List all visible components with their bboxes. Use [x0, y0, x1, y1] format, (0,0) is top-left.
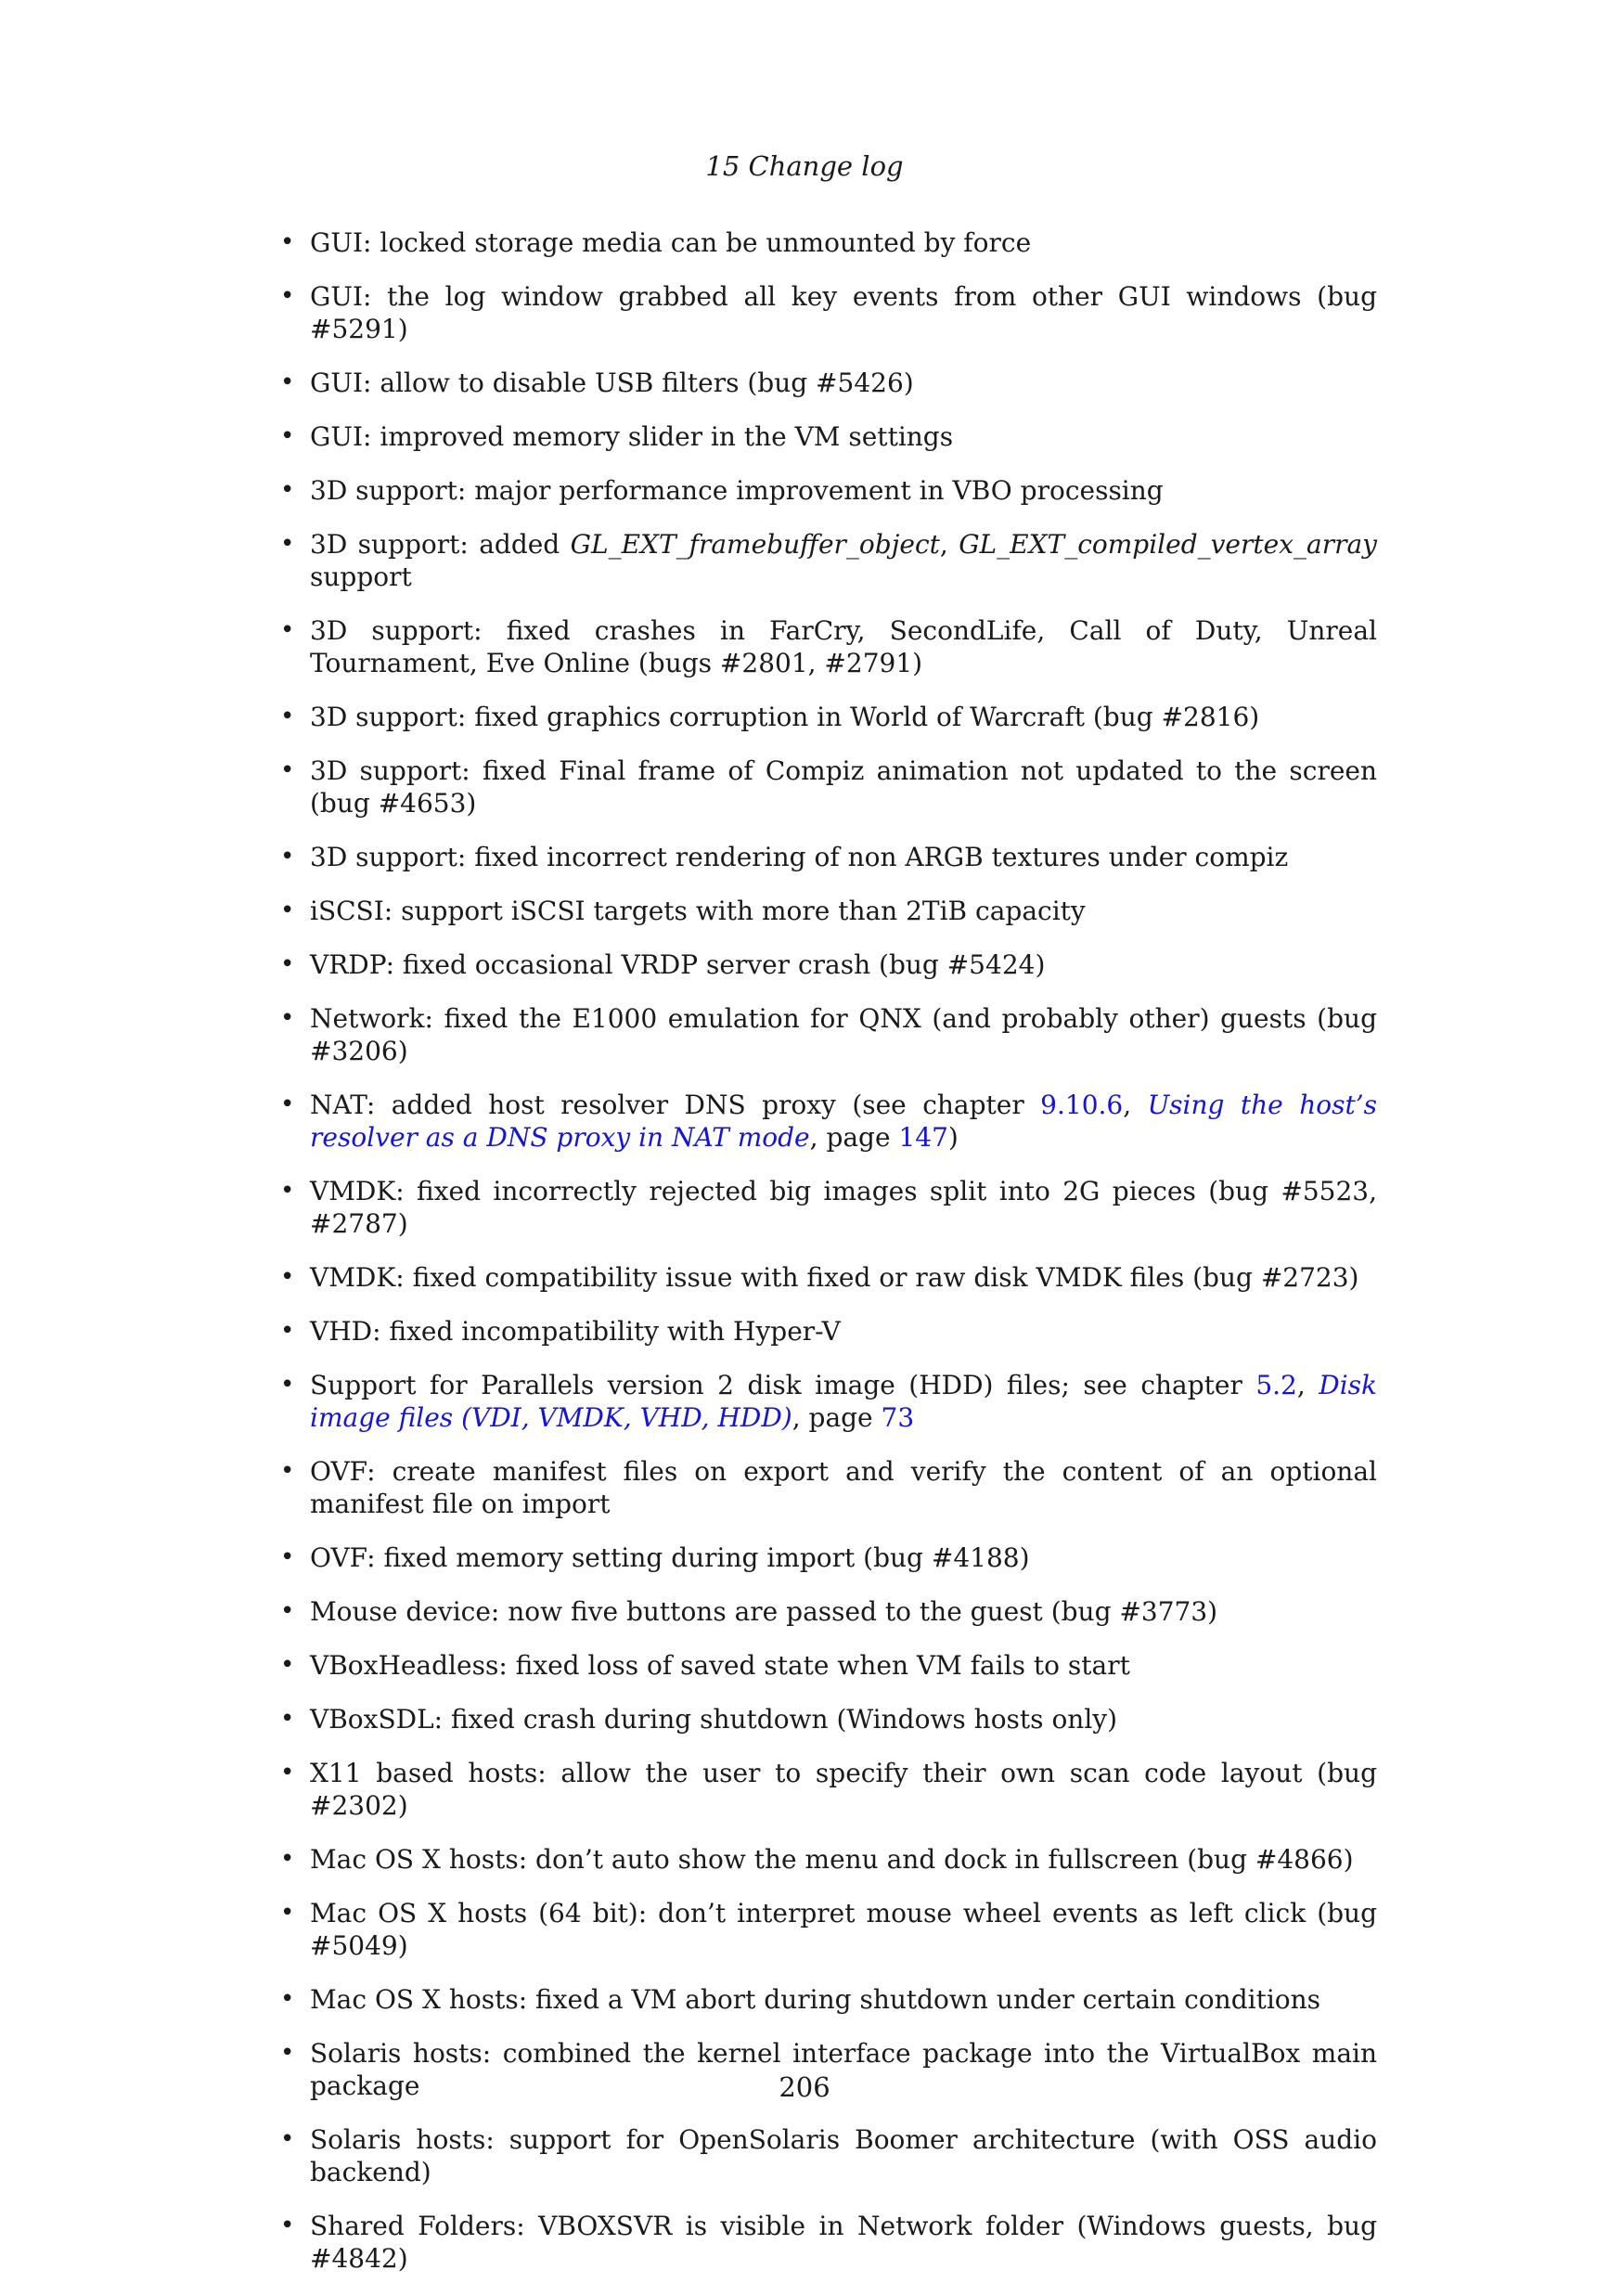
bullet-icon: •	[280, 228, 295, 256]
bullet-icon: •	[280, 2039, 295, 2067]
item-text: iSCSI: support iSCSI targets with more than 2TiB capacity	[310, 896, 1086, 926]
item-text: NAT: added host resolver DNS proxy (see chapter	[310, 1090, 1041, 1120]
cross-reference-link[interactable]: 9.10.6	[1040, 1090, 1124, 1120]
cross-reference-link[interactable]: 5.2	[1255, 1370, 1297, 1400]
change-log-item	[280, 948, 1377, 981]
bullet-icon: •	[280, 2212, 295, 2239]
change-log-item	[280, 1541, 1377, 1574]
bullet-icon: •	[280, 1004, 295, 1032]
bullet-icon: •	[280, 282, 295, 310]
change-log-item	[280, 226, 1377, 259]
item-text: OVF: fixed memory setting during import (bug #4188)	[310, 1542, 1030, 1573]
bullet-icon: •	[280, 950, 295, 978]
emphasis-text: GL_EXT_compiled_vertex_array	[959, 529, 1377, 560]
item-text: 3D support: fixed Final frame of Compiz animation not updated to the screen (bug #4653)	[310, 755, 1377, 819]
item-text: support	[310, 561, 412, 592]
change-log-list	[280, 226, 1377, 2296]
bullet-icon: •	[280, 368, 295, 396]
bullet-icon: •	[280, 1177, 295, 1205]
change-log-item	[280, 1175, 1377, 1240]
item-text: Mouse device: now five buttons are passed to the guest (bug #3773)	[310, 1596, 1218, 1627]
change-log-item	[280, 1843, 1377, 1876]
bullet-icon: •	[280, 422, 295, 450]
item-text: GUI: the log window grabbed all key events from other GUI windows (bug #5291)	[310, 281, 1377, 344]
bullet-icon: •	[280, 896, 295, 924]
item-text: , page	[809, 1122, 899, 1153]
item-text: ,	[939, 529, 959, 560]
change-log-item	[280, 1897, 1377, 1962]
bullet-icon: •	[280, 703, 295, 730]
bullet-icon: •	[280, 1705, 295, 1733]
item-text: OVF: create manifest files on export and verify the content of an optional manifest file on import	[310, 1456, 1377, 1519]
item-text: Mac OS X hosts (64 bit): don’t interpret mouse wheel events as left click (bug #5049)	[310, 1898, 1377, 1961]
bullet-icon: •	[280, 1263, 295, 1291]
bullet-icon: •	[280, 1985, 295, 2013]
change-log-item	[280, 1089, 1377, 1154]
bullet-icon: •	[280, 1543, 295, 1571]
change-log-item	[280, 474, 1377, 507]
bullet-icon: •	[280, 476, 295, 504]
bullet-icon: •	[280, 616, 295, 644]
cross-reference-title-link[interactable]: Disk image files (VDI, VMDK, VHD, HDD)	[310, 1370, 1377, 1433]
item-text: Solaris hosts: combined the kernel interface package into the VirtualBox main package	[310, 2038, 1377, 2101]
item-text: GUI: improved memory slider in the VM settings	[310, 421, 954, 452]
change-log-item	[280, 1002, 1377, 1067]
item-text: GUI: locked storage media can be unmounted by force	[310, 227, 1032, 258]
cross-reference-title-link[interactable]: Using the host’s resolver as a DNS proxy in NAT mode	[310, 1090, 1377, 1153]
bullet-icon: •	[280, 1090, 295, 1118]
item-text: VBoxHeadless: fixed loss of saved state when VM fails to start	[310, 1650, 1130, 1681]
item-text: , page	[792, 1402, 882, 1433]
item-text: 3D support: fixed crashes in FarCry, SecondLife, Call of Duty, Unreal Tournament, Eve Online (bugs #2801, #2791)	[310, 615, 1377, 678]
item-text: Mac OS X hosts: fixed a VM abort during shutdown under certain conditions	[310, 1984, 1321, 2015]
change-log-item	[280, 614, 1377, 679]
item-text: 3D support: fixed incorrect rendering of non ARGB textures under compiz	[310, 842, 1289, 872]
change-log-item	[280, 420, 1377, 453]
item-text: X11 based hosts: allow the user to specify their own scan code layout (bug #2302)	[310, 1758, 1377, 1821]
bullet-icon: •	[280, 530, 295, 558]
item-text: ,	[1123, 1090, 1148, 1120]
change-log-item	[280, 367, 1377, 399]
emphasis-text: GL_EXT_framebuffer_object	[570, 529, 940, 560]
change-log-item	[280, 1369, 1377, 1434]
change-log-item	[280, 1649, 1377, 1682]
change-log-item	[280, 841, 1377, 873]
item-text: Shared Folders: VBOXSVR is visible in Network folder (Windows guests, bug #4842)	[310, 2211, 1377, 2274]
change-log-item	[280, 280, 1377, 345]
running-header: 15 Change log	[705, 150, 904, 182]
change-log-item	[280, 755, 1377, 819]
item-text: 3D support: fixed graphics corruption in World of Warcraft (bug #2816)	[310, 702, 1260, 732]
cross-reference-link[interactable]: 73	[881, 1402, 915, 1433]
item-text: 3D support: added	[310, 529, 571, 560]
item-text: )	[947, 1122, 959, 1153]
change-log-item	[280, 2123, 1377, 2188]
bullet-icon: •	[280, 843, 295, 871]
item-text: VHD: fixed incompatibility with Hyper-V	[310, 1316, 841, 1347]
bullet-icon: •	[280, 1845, 295, 1873]
item-text: Mac OS X hosts: don’t auto show the menu and dock in fullscreen (bug #4866)	[310, 1844, 1354, 1875]
change-log-item	[280, 528, 1377, 593]
change-log-item	[280, 1261, 1377, 1294]
bullet-icon: •	[280, 1317, 295, 1345]
bullet-icon: •	[280, 1759, 295, 1786]
change-log-item	[280, 1595, 1377, 1628]
item-text: VBoxSDL: fixed crash during shutdown (Windows hosts only)	[310, 1704, 1118, 1735]
bullet-icon: •	[280, 2125, 295, 2153]
change-log-item	[280, 2210, 1377, 2275]
bullet-icon: •	[280, 1597, 295, 1625]
change-log-item	[280, 1315, 1377, 1348]
change-log-item	[280, 1455, 1377, 1520]
change-log-item	[280, 701, 1377, 733]
item-text: ,	[1296, 1370, 1319, 1400]
item-text: Support for Parallels version 2 disk image (HDD) files; see chapter	[310, 1370, 1256, 1400]
change-log-item	[280, 1703, 1377, 1735]
cross-reference-link[interactable]: 147	[898, 1122, 948, 1153]
item-text: VMDK: fixed compatibility issue with fixed or raw disk VMDK files (bug #2723)	[310, 1262, 1359, 1293]
bullet-icon: •	[280, 1371, 295, 1399]
change-log-item	[280, 1757, 1377, 1822]
item-text: Network: fixed the E1000 emulation for QNX (and probably other) guests (bug #3206)	[310, 1003, 1377, 1066]
bullet-icon: •	[280, 1899, 295, 1927]
change-log-item	[280, 1983, 1377, 2016]
bullet-icon: •	[280, 1457, 295, 1485]
bullet-icon: •	[280, 756, 295, 784]
page-number: 206	[779, 2071, 830, 2103]
item-text: Solaris hosts: support for OpenSolaris Boomer architecture (with OSS audio backend)	[310, 2124, 1377, 2187]
item-text: VMDK: fixed incorrectly rejected big images split into 2G pieces (bug #5523, #2787)	[310, 1176, 1377, 1239]
change-log-item	[280, 895, 1377, 927]
item-text: 3D support: major performance improvement in VBO processing	[310, 475, 1164, 506]
item-text: GUI: allow to disable USB filters (bug #5426)	[310, 368, 914, 398]
item-text: VRDP: fixed occasional VRDP server crash (bug #5424)	[310, 949, 1046, 980]
bullet-icon: •	[280, 1651, 295, 1679]
